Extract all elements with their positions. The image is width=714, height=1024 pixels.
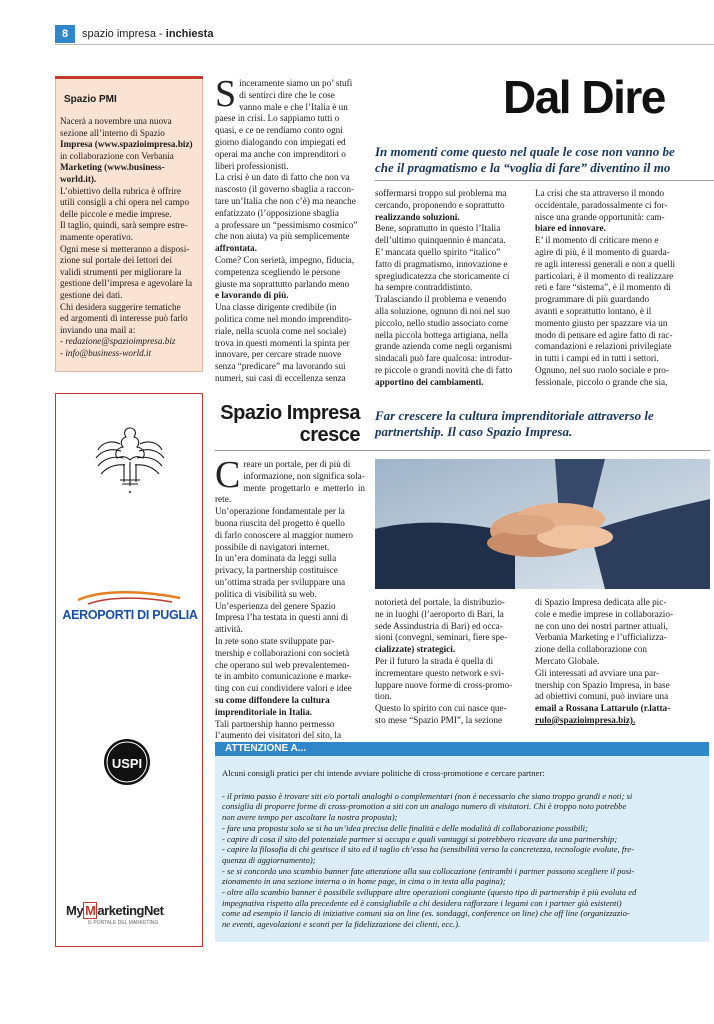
- text-line: sindacali può fare qualcosa: introdur-: [375, 353, 513, 364]
- text-line: sto mese “Spazio PMI”, la sezione: [375, 714, 503, 725]
- text-line: spregiudicatezza che storicamente ci: [375, 270, 510, 281]
- list-line: non avere tempo per ascoltare la nostra proposta);: [222, 812, 398, 823]
- pmi-line: inviando una mail a:: [60, 324, 136, 335]
- text-line: Tali partnership hanno permesso: [215, 718, 335, 729]
- pmi-line: Impresa (www.spazioimpresa.biz): [60, 139, 193, 150]
- text-line: alla soluzione, ognuno di noi nel suo: [375, 305, 510, 316]
- text-line: In un’era dominata da leggi sulla: [215, 553, 337, 564]
- pmi-email-link[interactable]: - redazione@spazioimpresa.biz: [60, 336, 176, 347]
- text-line: Per il futuro la strada è quella di: [375, 655, 494, 666]
- list-line: - capire di cosa il sito del potenziale partner si occupa e quali vantaggi si potrebbero ricavare da una partnership;: [222, 833, 618, 844]
- text-line: giorno dialogando con impiegati ed: [215, 136, 346, 147]
- pmi-line: ed argomenti di interesse può farlo: [60, 313, 188, 324]
- text-line: possibile di navigatori internet.: [215, 541, 330, 552]
- article2-lead: Far crescere la cultura imprenditoriale attraverso le partnertship. Il caso Spazio Impresa.: [375, 408, 654, 439]
- title-line: Spazio Impresa: [220, 402, 360, 424]
- article1-column-3: [535, 188, 707, 389]
- text-line: ting con cui condividere valori e idee: [215, 683, 352, 694]
- pmi-line: Chi desidera suggerire tematiche: [60, 301, 181, 312]
- text-line: operai ma anche con imprenditori o: [215, 148, 346, 159]
- logo-part: arketingNet: [97, 903, 164, 918]
- text-line: di Spazio Impresa dedicata alle pic-: [535, 597, 667, 607]
- text-line: liberi professionisti.: [215, 160, 289, 171]
- list-line: - capire la filosofia di chi gestisce il sito ed il taglio ch’esso ha (sensibilità verso la concretezza, tecnologie evolute, fre-: [222, 844, 634, 855]
- text-line: E’ il momento di criticare meno e: [535, 235, 659, 246]
- text-line: biare ed innovare.: [535, 223, 606, 234]
- text-line: Questo lo spirito con cui nasce que-: [375, 703, 507, 714]
- uspi-logo-text: USPI: [111, 756, 143, 771]
- article2-column-1: [215, 454, 365, 742]
- text-line: tnership e collaborazioni con società: [215, 647, 350, 658]
- text-line: Una classe dirigente credibile (in: [215, 302, 337, 313]
- text-line: informazione, non significa sola-: [243, 470, 365, 481]
- text-line: particolari, è il momento di realizzare: [535, 270, 674, 281]
- text-line: re agli interessi generali e non a quelli: [535, 258, 676, 269]
- email-link[interactable]: email a Rossana Lattarulo (r.latta-: [535, 703, 671, 714]
- text-line: di farlo conoscere al maggior numero: [215, 529, 354, 540]
- logo-part: M: [85, 903, 96, 918]
- text-line: Impresa l’ha testata in questi anni di: [215, 612, 349, 623]
- text-line: dell’ultimo quinquennio è mancata.: [375, 235, 506, 246]
- text-line: giuste ma soprattutto parlando meno: [215, 278, 350, 289]
- text-line: tnership con Spazio Impresa, in base: [535, 679, 670, 690]
- text-line: incrementare questo network e svi-: [375, 667, 505, 678]
- pmi-email-link[interactable]: - info@business-world.it: [60, 347, 152, 358]
- text-line: sede Assindustria di Bari) ed occa-: [375, 620, 503, 631]
- text-line: enfatizzato (l’opposizione sbaglia: [215, 207, 339, 218]
- text-line: ha sempre contraddistinto.: [375, 282, 473, 293]
- handshake-teamwork-photo: [375, 459, 710, 589]
- article-lead-line: che il pragmatismo e la “voglia di fare” diventino il mo: [375, 160, 671, 175]
- text-line: in tutti i campi ed in tutti i settori.: [535, 353, 659, 364]
- pmi-line: mamente operativo.: [60, 231, 133, 242]
- section-label-bold: inchiesta: [165, 28, 214, 40]
- list-line: ne eventi, agevolazioni e sconti per la fidelizzazione dei clienti, ecc.).: [222, 919, 461, 930]
- text-line: imprenditoriale in Italia.: [215, 706, 313, 717]
- spazio-pmi-text: [60, 116, 198, 359]
- text-line: La crisi è un dato di fatto che non va: [215, 172, 350, 183]
- list-line: come ad esempio il lancio di iniziative comuni sia on line (es. sondaggi, conference on line) che off line (organizzazio-: [222, 908, 630, 919]
- text-line: te in ambito comunicazione e marke-: [215, 671, 352, 682]
- pmi-line: L’obiettivo della rubrica è offrire: [60, 185, 181, 196]
- section-title: [82, 28, 213, 40]
- email-link[interactable]: rulo@spazioimpresa.biz).: [535, 714, 636, 725]
- list-line: quenza di aggiornamento);: [222, 854, 316, 865]
- text-line: nella piccola bottega artigiana, nella: [375, 329, 508, 340]
- text-line: trova in questi momenti la spinta per: [215, 337, 350, 348]
- text-line: Come? Con serietà, impegno, fiducia,: [215, 254, 355, 265]
- text-line: politica come nel mondo imprendito-: [215, 313, 352, 324]
- text-line: di sentirci dire che le cose: [239, 89, 335, 100]
- text-line: piccolo, nello studio associato come: [375, 317, 508, 328]
- text-line: Bene, soprattutto in questo l’Italia: [375, 223, 501, 234]
- text-line: Ognuno, nel suo ruolo sociale e pro-: [535, 364, 669, 375]
- text-line: comandazioni e relazioni privilegiate: [535, 341, 672, 352]
- article2-column-2: [375, 597, 525, 727]
- text-line: ad obiettivi comuni, può inviare una: [535, 691, 669, 702]
- attenzione-title: ATTENZIONE A...: [225, 743, 307, 754]
- text-line: grande azienda come negli organismi: [375, 341, 513, 352]
- list-line: zionamento in una sezione interna o in home page, in cima o in testa alla pagina);: [222, 876, 506, 887]
- list-line: - se si concorda uno scambio banner fate attenzione alla sua collocazione (entrambi i partner possono scegliere il posi-: [222, 865, 635, 876]
- text-line: numeri, sui casi di eccellenza senza: [215, 372, 346, 383]
- pmi-line: zione sul portale dei lettori dei: [60, 255, 172, 266]
- text-line: La crisi che sta attraverso il mondo: [535, 188, 665, 198]
- aeroporti-di-puglia-logo-text: AEROPORTI DI PUGLIA: [62, 608, 198, 622]
- text-line: apportino dei cambiamenti.: [375, 376, 484, 387]
- text-line: Un’esperienza del genere Spazio: [215, 600, 336, 611]
- text-line: fessionale, piccolo o grande che sia,: [535, 376, 668, 387]
- title-line: cresce: [299, 424, 360, 446]
- pmi-line: Il taglio, quindi, sarà sempre estre-: [60, 220, 188, 231]
- article1-column-2: [375, 188, 525, 389]
- text-line: sioni (convegni, seminari, fiere spe-: [375, 632, 508, 643]
- article-lead-line: In momenti come questo nel quale le cose non vanno be: [375, 144, 675, 159]
- text-line: competenza scegliendo le persone: [215, 266, 341, 277]
- text-line: soffermarsi troppo sul problema ma: [375, 188, 507, 198]
- pmi-line: gestione dei dati.: [60, 289, 123, 300]
- text-line: innovare, per cercare strade nuove: [215, 349, 342, 360]
- text-line: che non aiuta) va più semplicemente: [215, 231, 350, 242]
- text-line: fatto di pragmatismo, innovazione e: [375, 258, 508, 269]
- pmi-line: gestione dell’impresa e agevolare la: [60, 278, 193, 289]
- spazio-pmi-top-bar: [55, 76, 203, 79]
- text-line: cercando, proponendo e soprattutto: [375, 199, 505, 210]
- text-line: politica di visibilità su web.: [215, 588, 317, 599]
- text-line: occidentale, paradossalmente ci for-: [535, 199, 668, 210]
- text-line: quasi, e ce ne rendiamo conto ogni: [215, 125, 343, 136]
- text-line: buona riuscita del progetto è quello: [215, 517, 345, 528]
- text-line: Mercato Globale.: [535, 655, 600, 666]
- text-line: nascosto (il governo sbaglia a raccon-: [215, 184, 355, 195]
- text-line: nisce una grande opportunità: cam-: [535, 211, 665, 222]
- text-line: riale, nella scuola come nel sociale): [215, 325, 347, 336]
- dropcap: C: [215, 454, 241, 496]
- lead-rule: [375, 180, 714, 181]
- attenzione-list: [222, 791, 704, 930]
- text-line: l’aumento dei visitatori del sito, la: [215, 730, 342, 741]
- text-line: attività.: [215, 624, 243, 635]
- mymarketingnet-tagline: IL PORTALE DEL MARKETING: [88, 920, 159, 926]
- text-line: un’ottima strada per sviluppare una: [215, 576, 346, 587]
- spazio-pmi-title: Spazio PMI: [64, 94, 117, 105]
- article-title-spazio-impresa-cresce: [215, 402, 360, 446]
- confindustria-eagle-logo: [90, 420, 170, 495]
- pmi-line: in collaborazione con Verbania: [60, 150, 174, 161]
- text-line: agire di più, è il momento di guarda-: [535, 246, 670, 257]
- text-line: Gli interessati ad avviare una par-: [535, 667, 660, 678]
- text-line: re piccole o grandi novità che di fatto: [375, 364, 513, 375]
- text-line: paese in crisi. Lo sappiamo tutti o: [215, 113, 340, 124]
- dropcap: S: [215, 73, 237, 115]
- pmi-line: validi strumenti per migliorare la: [60, 266, 182, 277]
- uspi-logo: [103, 738, 151, 786]
- text-line: a professare un “pessimismo cosmico”: [215, 219, 358, 230]
- logo-part: My: [66, 903, 84, 918]
- section-label: spazio impresa -: [82, 28, 166, 40]
- text-line: su come diffondere la cultura: [215, 694, 330, 705]
- text-line: tare un’Italia che non c’è) ma neanche: [215, 195, 356, 206]
- list-line: consiglia di proporre forme di cross-promotion a siti con un analogo numero di visitatori. Chi è troppo noto potrebbe: [222, 801, 627, 812]
- list-line: - il primo passo è trovare siti e/o portali analoghi o complementari (non è necessario che siano troppo grandi e noti; si: [222, 790, 633, 801]
- text-line: avanti e soprattutto lontano, è il: [535, 305, 652, 316]
- text-line: tion.: [375, 691, 392, 702]
- text-line: vanno male e che l’Italia è un: [239, 101, 348, 112]
- text-line: notorietà del portale, la distribuzio-: [375, 597, 505, 607]
- text-line: cializzate) strategici.: [375, 644, 456, 655]
- pmi-line: delle piccole e medie imprese.: [60, 208, 172, 219]
- text-line: luppare nuove forme di cross-promo-: [375, 679, 513, 690]
- text-line: reti e fare “sistema”, è il momento di: [535, 282, 671, 293]
- pmi-line: Nacerà a novembre una nuova: [60, 116, 172, 126]
- article2-column-3: [535, 597, 705, 727]
- pmi-line: Ogni mese si metteranno a disposi-: [60, 243, 190, 254]
- list-line: - oltre allo scambio banner è possibile sviluppare altre operazioni congiunte (questo tipo di partnership è più evoluta ed: [222, 887, 637, 898]
- text-line: zione della collaborazione con: [535, 644, 647, 655]
- text-line: e lavorando di più.: [215, 290, 289, 301]
- attenzione-text: [222, 768, 704, 930]
- pmi-line: utili consigli a chi opera nel campo: [60, 197, 190, 208]
- attenzione-intro: Alcuni consigli pratici per chi intende avviare politiche di cross-promotione e cercare partner:: [222, 768, 545, 778]
- text-line: privacy, la partnership costituisce: [215, 565, 338, 576]
- text-line: inceramente siamo un po’ stufi: [239, 78, 353, 88]
- text-line: mente progettarlo e metterlo in rete.: [215, 482, 365, 505]
- page-number: 8: [55, 25, 75, 43]
- article-title-dal-direttore: Dal Dire: [503, 71, 665, 123]
- text-line: E’ mancata quello spirito “italico”: [375, 246, 501, 257]
- list-line: impegnativa rispetto alla precedente ed è consigliabile a chi desidera rafforzare i legami con i partner già esistenti): [222, 897, 622, 908]
- text-line: che operano sul web prevalentemen-: [215, 659, 350, 670]
- text-line: In rete sono state sviluppate par-: [215, 635, 335, 646]
- text-line: realizzando soluzioni.: [375, 211, 460, 222]
- article1-column-1: [215, 73, 365, 385]
- list-line: - fare una proposta solo se si ha un’idea precisa delle finalità e delle modalità di collaborazione possibili;: [222, 822, 588, 833]
- text-line: Tralasciando il problema e venendo: [375, 294, 507, 305]
- text-line: Un’operazione fondamentale per la: [215, 506, 345, 517]
- text-line: affrontata.: [215, 243, 257, 254]
- text-line: programmare di più guardando: [535, 294, 650, 305]
- text-line: reare un portale, per di più di: [243, 459, 351, 469]
- text-line: cole e medie imprese in collaborazio-: [535, 608, 674, 619]
- header-rule: [55, 44, 714, 45]
- lead-rule: [215, 450, 710, 451]
- mymarketingnet-logo: [66, 903, 163, 918]
- text-line: momento giusto per spazzare via un: [535, 317, 668, 328]
- pmi-line: world.it).: [60, 173, 97, 184]
- text-line: ne in luoghi (l’aeroporto di Bari, la: [375, 608, 504, 619]
- pmi-line: sezione all’interno di Spazio: [60, 127, 165, 138]
- text-line: ne con uno dei nostri partner attuali,: [535, 620, 668, 631]
- text-line: Verbania Marketing e l’ufficializza-: [535, 632, 667, 643]
- text-line: modo di pensare ed agire fatto di rac-: [535, 329, 673, 340]
- pmi-line: Marketing (www.business-: [60, 162, 165, 173]
- text-line: senza “predicare” ma lavorando sui: [215, 361, 346, 372]
